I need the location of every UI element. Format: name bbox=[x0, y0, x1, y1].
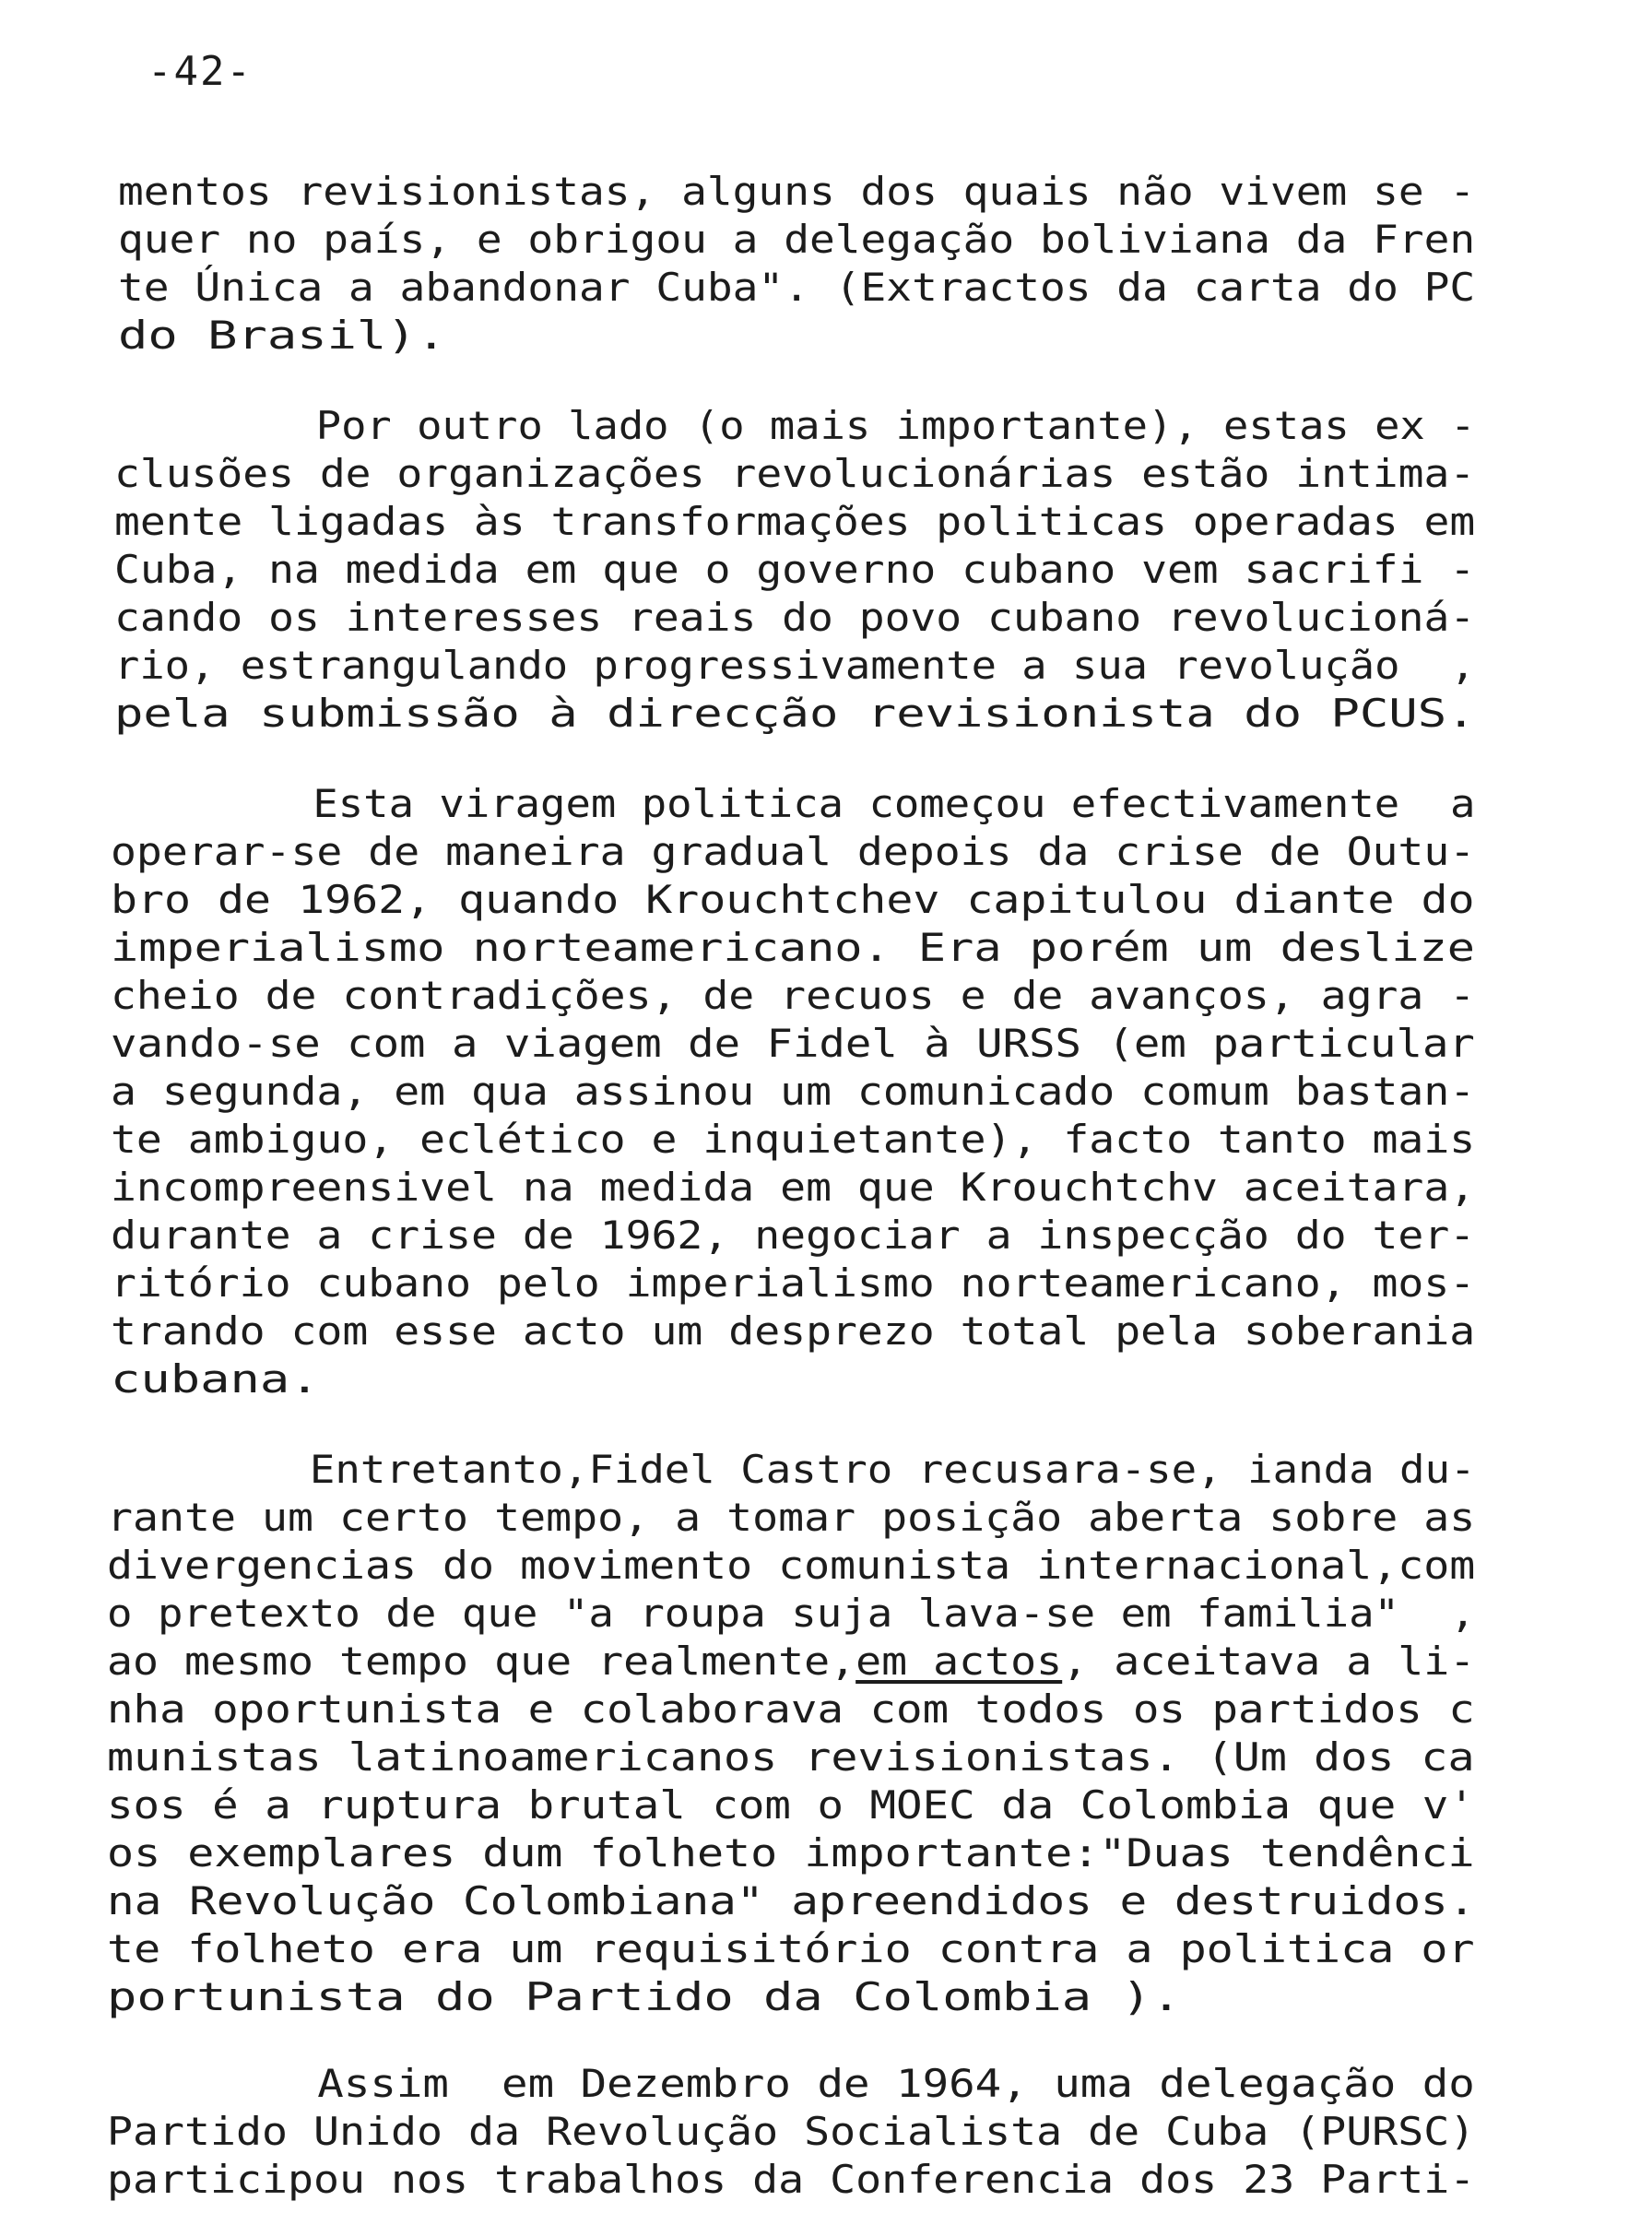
text-line: imperialismo norteamericano. Era porém um deslize bbox=[111, 925, 1476, 970]
text-line: portunista do Partido da Colombia ). bbox=[107, 1974, 1182, 2019]
text-line: Esta viragem politica começou efectivamente a bbox=[111, 781, 1476, 826]
text-line: munistas latinoamericanos revisionistas. (Um dos ca bbox=[107, 1734, 1475, 1780]
text-line: te ambiguo, eclético e inquietante), facto tanto mais bbox=[111, 1117, 1476, 1162]
text-line: clusões de organizações revolucionárias estão intima- bbox=[114, 451, 1476, 496]
text-line: Assim em Dezembro de 1964, uma delegação do bbox=[107, 2061, 1475, 2106]
underlined-phrase: em actos bbox=[856, 1639, 1063, 1684]
text-line: te Única a abandonar Cuba". (Extractos da carta do PC bbox=[118, 265, 1476, 310]
text-line: participou nos trabalhos da Conferencia dos 23 Parti- bbox=[107, 2157, 1476, 2202]
text-line: na Revolução Colombiana" apreendidos e destruidos. bbox=[107, 1878, 1476, 1923]
text-line: a segunda, em qua assinou um comunicado comum bastan- bbox=[111, 1069, 1476, 1114]
text-line: vando-se com a viagem de Fidel à URSS (em particular bbox=[111, 1021, 1475, 1066]
text-line: ritório cubano pelo imperialismo norteamericano, mos- bbox=[111, 1260, 1476, 1306]
text-line: sos é a ruptura brutal com o MOEC da Colombia que v' bbox=[107, 1782, 1475, 1828]
text-line: mentos revisionistas, alguns dos quais não vivem se - bbox=[118, 169, 1476, 214]
text-line: quer no país, e obrigou a delegação boliviana da Fren bbox=[118, 217, 1476, 262]
text-line: trando com esse acto um desprezo total pela soberania bbox=[111, 1308, 1476, 1354]
text-line: pela submissão à direcção revisionista do PCUS. bbox=[114, 691, 1476, 736]
text-line: o pretexto de que "a roupa suja lava-se em familia" , bbox=[107, 1591, 1476, 1636]
text-line: rio, estrangulando progressivamente a sua revolução , bbox=[114, 643, 1476, 688]
text-line: mente ligadas às transformações politicas operadas em bbox=[114, 499, 1476, 544]
page-number: -42- bbox=[148, 48, 253, 95]
text-line: Por outro lado (o mais importante), estas ex - bbox=[114, 403, 1476, 448]
text-line: cubana. bbox=[111, 1356, 320, 1402]
text-line: divergencias do movimento comunista internacional,com bbox=[107, 1543, 1476, 1588]
text-line: Cuba, na medida em que o governo cubano vem sacrifi - bbox=[114, 547, 1476, 592]
text-line: cheio de contradições, de recuos e de avanços, agra - bbox=[111, 973, 1476, 1018]
text-line: rante um certo tempo, a tomar posição aberta sobre as bbox=[107, 1495, 1476, 1540]
text-line: operar-se de maneira gradual depois da crise de Outu- bbox=[111, 829, 1476, 874]
text-line: incompreensivel na medida em que Krouchtchv aceitara, bbox=[111, 1165, 1476, 1210]
text-line: Partido Unido da Revolução Socialista de Cuba (PURSC) bbox=[107, 2109, 1476, 2154]
text-line: Entretanto,Fidel Castro recusara-se, ianda du- bbox=[107, 1447, 1476, 1492]
text-line: durante a crise de 1962, negociar a inspecção do ter- bbox=[111, 1213, 1476, 1258]
text-line: os exemplares dum folheto importante:"Duas tendênci bbox=[107, 1830, 1475, 1876]
text-line: te folheto era um requisitório contra a politica or bbox=[107, 1926, 1475, 1971]
text-line: cando os interesses reais do povo cubano revolucioná- bbox=[114, 595, 1476, 640]
text-line: nha oportunista e colaborava com todos os partidos c bbox=[107, 1686, 1475, 1732]
text-line: bro de 1962, quando Krouchtchev capitulou diante do bbox=[111, 877, 1475, 922]
text-line: do Brasil). bbox=[118, 313, 447, 358]
text-line: ao mesmo tempo que realmente,em actos, aceitava a li- bbox=[107, 1639, 1476, 1684]
